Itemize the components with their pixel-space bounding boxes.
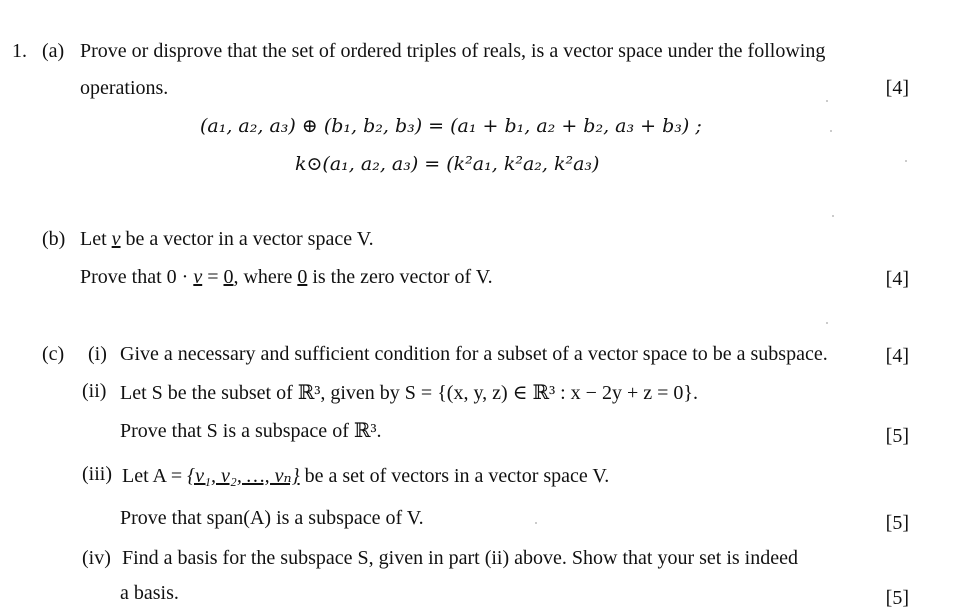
part-c-iv-text: Find a basis for the subspace S, given in part (ii) above. Show that your set is indeed	[122, 547, 798, 569]
part-c-iii-marks: [5]	[885, 512, 909, 534]
part-c-iii-pre: Let A =	[122, 465, 183, 487]
part-b-prove: Prove that 0 ·	[80, 266, 189, 288]
part-c-iv-text2: a basis.	[120, 582, 179, 604]
scan-speck	[826, 100, 828, 102]
scan-speck	[535, 522, 537, 524]
vector-set-a: {v₁, v₂, …, vₙ}	[187, 465, 300, 487]
part-b-line2-rest: is the zero vector of V.	[312, 266, 493, 288]
zero-vector: 0	[297, 266, 308, 288]
part-b-line1-rest: be a vector in a vector space V.	[125, 228, 374, 250]
part-b-where: , where	[233, 266, 293, 288]
part-c-iv-marks: [5]	[885, 587, 909, 609]
scan-speck	[830, 130, 832, 132]
scan-speck	[826, 322, 828, 324]
vector-v: v	[111, 228, 121, 250]
part-c-ii-label: (ii)	[82, 380, 107, 402]
scan-speck	[832, 215, 834, 217]
part-b-line1	[80, 228, 374, 251]
operation-scalar-equation: k⊙(a₁, a₂, a₃) = (k²a₁, k²a₂, k²a₃)	[295, 153, 600, 175]
part-c-ii-marks: [5]	[885, 425, 909, 447]
part-b-label: (b)	[42, 228, 66, 250]
part-c-i-label: (i)	[88, 343, 107, 365]
part-c-label: (c)	[42, 343, 65, 365]
part-c-ii-text: Let S be the subset of ℝ³, given by S = {(x, y, z) ∈ ℝ³ : x − 2y + z = 0}.	[120, 382, 698, 404]
part-c-iii-text2: Prove that span(A) is a subspace of V.	[120, 507, 424, 529]
vector-v: v	[193, 266, 203, 288]
question-number: 1.	[12, 40, 27, 62]
part-a-text-line1: Prove or disprove that the set of ordered triples of reals, is a vector space under the following	[80, 40, 826, 62]
part-b-marks: [4]	[885, 268, 909, 290]
part-a-text-line2: operations.	[80, 77, 169, 99]
part-a-label: (a)	[42, 40, 65, 62]
part-a-marks: [4]	[885, 77, 909, 99]
part-c-ii-text2: Prove that S is a subspace of ℝ³.	[120, 420, 382, 442]
equals-sign: =	[207, 266, 219, 288]
part-c-iv-label: (iv)	[82, 547, 111, 569]
part-b-let: Let	[80, 228, 107, 250]
part-c-iii-post: be a set of vectors in a vector space V.	[304, 465, 610, 487]
part-c-i-marks: [4]	[885, 345, 909, 367]
part-c-iii-text	[122, 463, 609, 488]
part-b-line2	[80, 266, 493, 289]
scan-speck	[905, 160, 907, 162]
part-c-iii-label: (iii)	[82, 463, 112, 485]
zero-vector: 0	[223, 266, 234, 288]
part-c-i-text: Give a necessary and sufficient condition for a subset of a vector space to be a subspace.	[120, 343, 828, 365]
operation-addition-equation: (a₁, a₂, a₃) ⊕ (b₁, b₂, b₃) = (a₁ + b₁, a₂ + b₂, a₃ + b₃) ;	[200, 115, 702, 137]
